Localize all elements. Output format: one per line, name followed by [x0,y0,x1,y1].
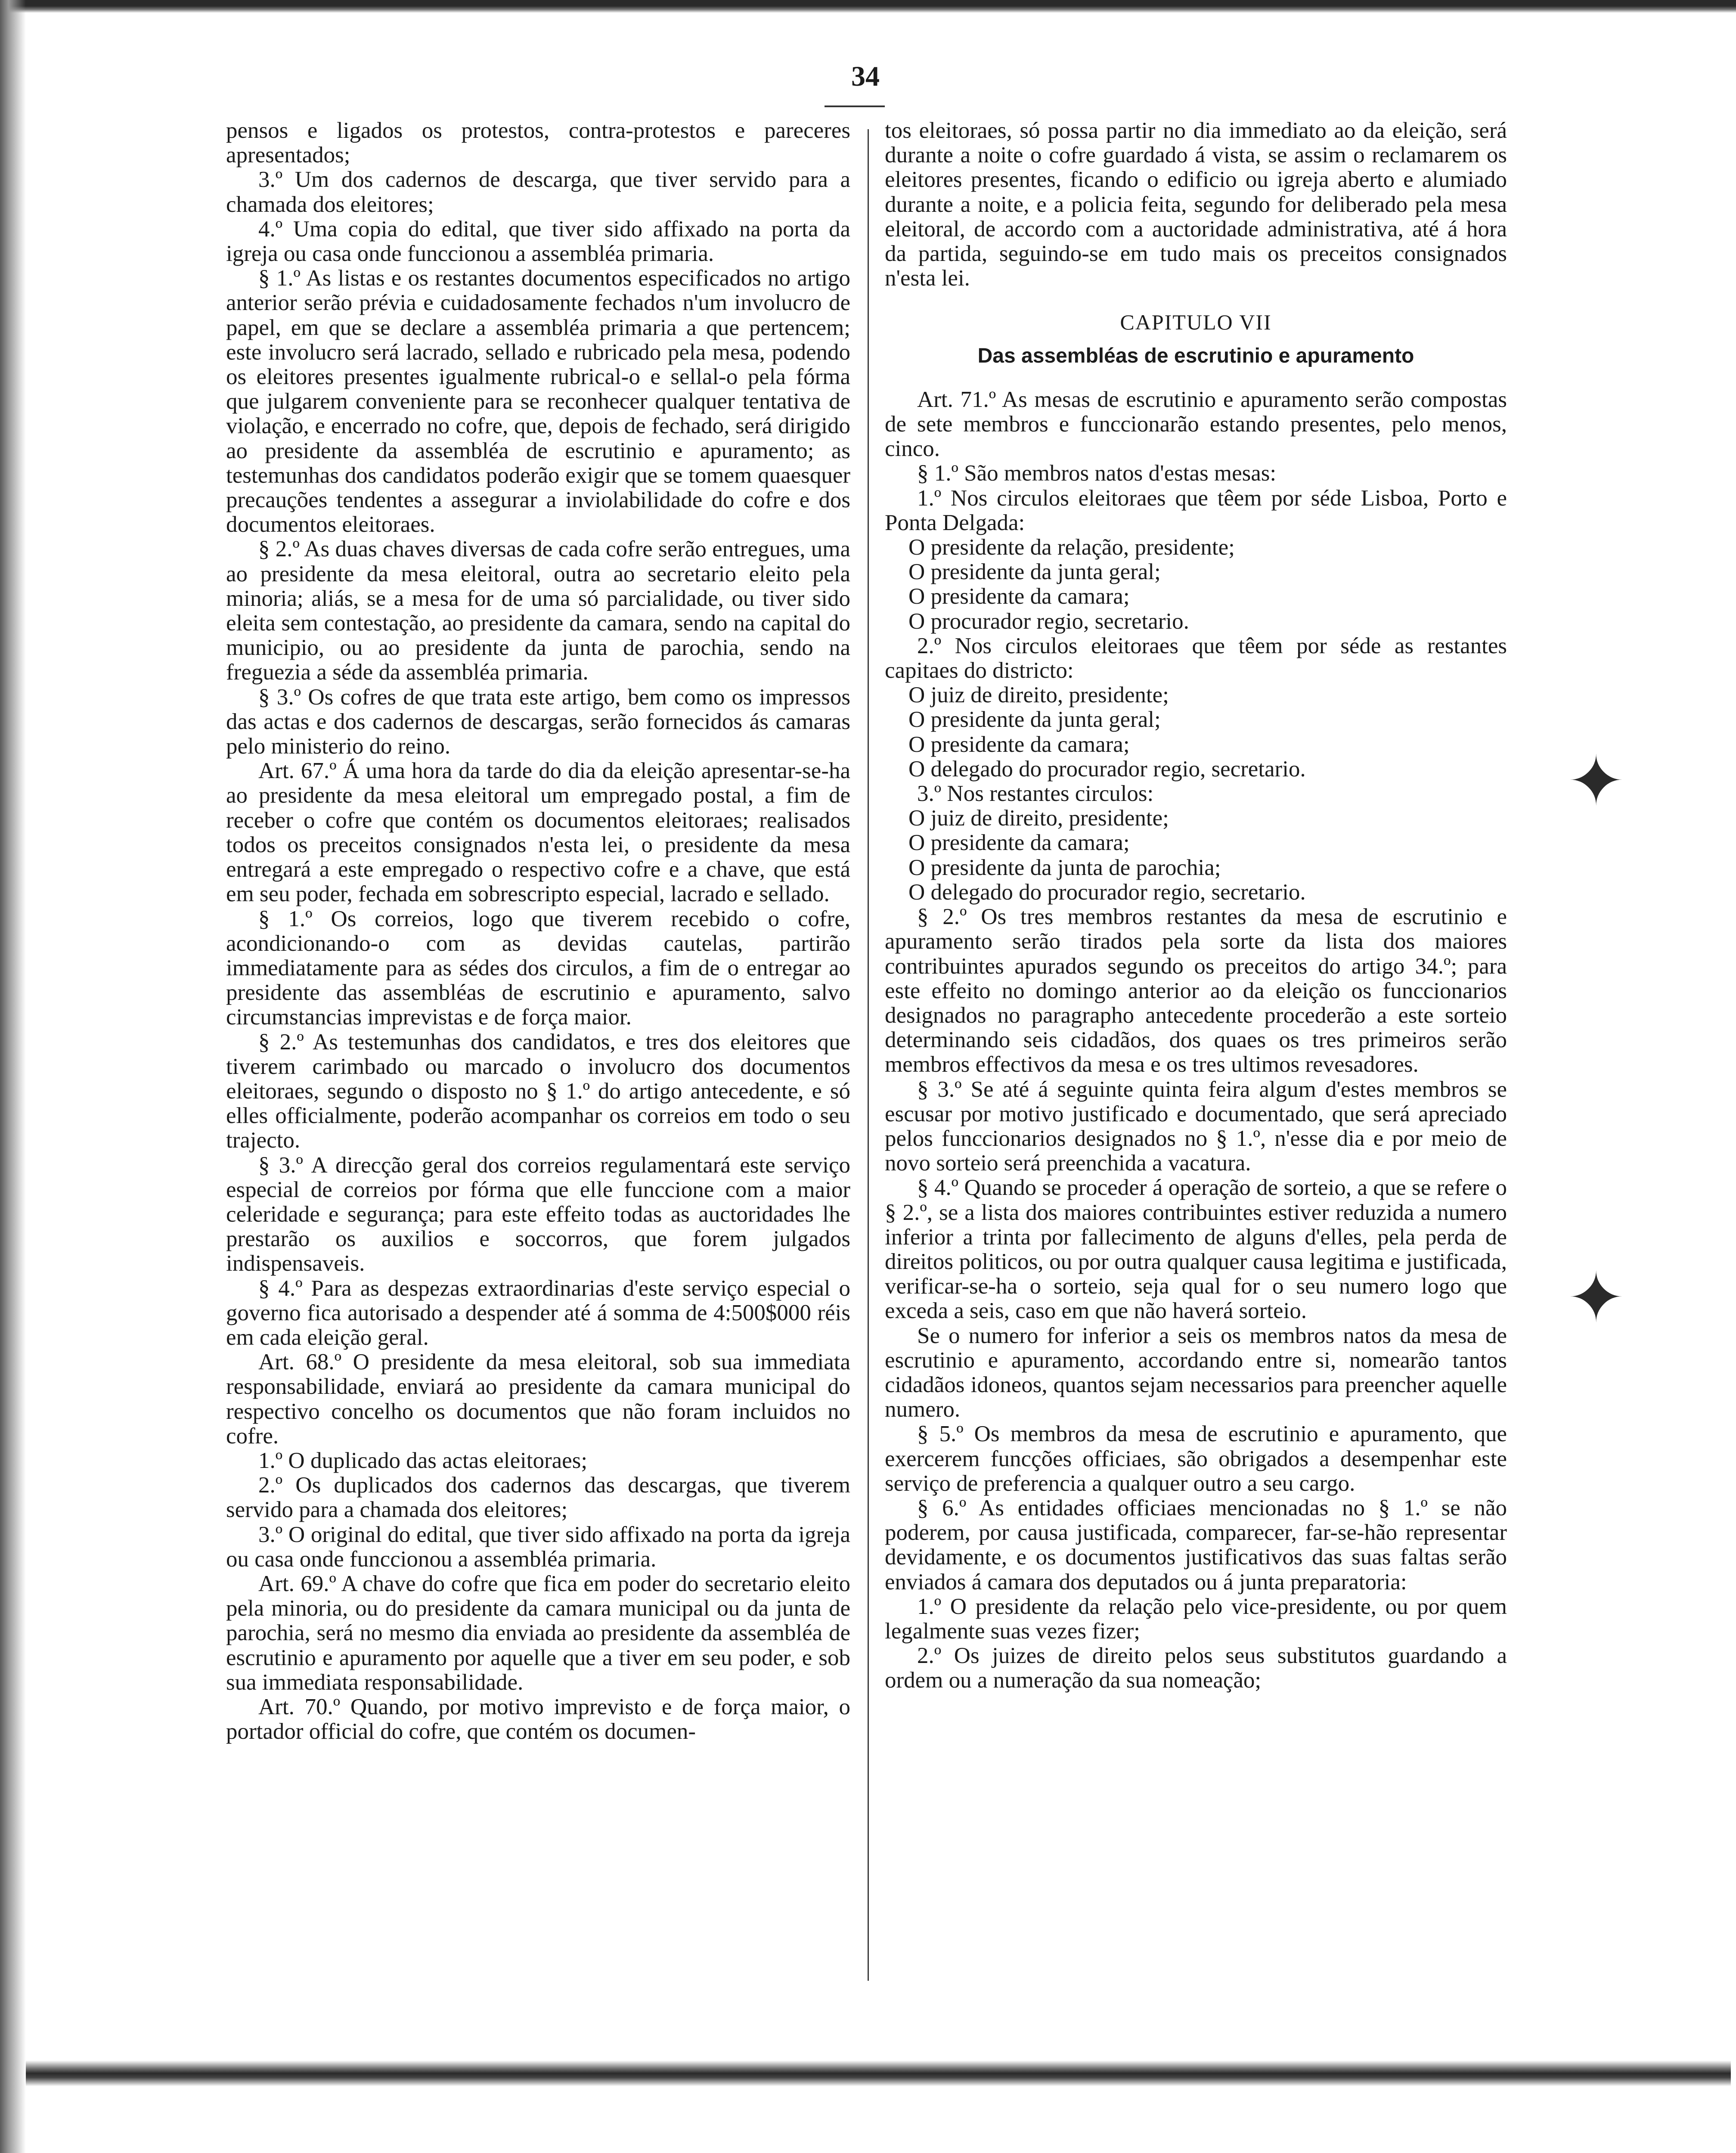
left-column [226,118,850,1744]
list-item: O presidente da camara; [908,732,1130,757]
paragraph: § 3.º Se até á seguinte quinta feira algum d'estes membros se escusar por motivo justificado e documentado, que será apreciado pelos funccionarios designados no § 1.º, n'esse dia e por meio de novo sorteio será preenchida a vacatura. [885,1076,1507,1176]
paragraph: § 3.º A direcção geral dos correios regulamentará este serviço especial de correios por fórma que elle funccione com a maior celeridade e segurança; para este effeito todas as auctoridades lhe prestarão os auxilios e soccorros, que forem julgados indispensaveis. [226,1152,850,1276]
paragraph: § 6.º As entidades officiaes mencionadas no § 1.º se não poderem, por causa justificada, comparecer, far-se-hão representar devidamente, e os documentos justificativos das suas faltas serão enviados á camara dos deputados ou á junta preparatoria: [885,1495,1507,1595]
paragraph: § 1.º São membros natos d'estas mesas: [917,461,1277,486]
list-item: O delegado do procurador regio, secretario. [908,756,1306,782]
paragraph: Se o numero for inferior a seis os membros natos da mesa de escrutinio e apuramento, accordando entre si, nomearão tantos cidadãos idoneos, quantos sejam necessarios para preencher aquelle numero. [885,1323,1507,1422]
article-70: Art. 70.º Quando, por motivo imprevisto e de força maior, o portador official do cofre, que contém os documen- [226,1694,850,1744]
list-item: 3.º Nos restantes circulos: [917,781,1154,807]
list-item: O procurador regio, secretario. [908,608,1189,634]
article-69: Art. 69.º A chave do cofre que fica em poder do secretario eleito pela minoria, ou do presidente da camara municipal ou da junta de parochia, será no mesmo dia enviada ao presidente da assembléa de escrutinio e apuramento por aquelle que a tiver em seu poder, e sob sua immediata responsabilidade. [226,1571,850,1695]
ink-blot-mark: ✦ [1567,741,1625,821]
paragraph: § 5.º Os membros da mesa de escrutinio e apuramento, que exercerem funcções officiaes, são obrigados a desempenhar este serviço de preferencia a qualquer outro a seu cargo. [885,1421,1507,1496]
paragraph: § 1.º As listas e os restantes documentos especificados no artigo anterior serão prévia e cuidadosamente fechados n'um involucro de papel, em que se declare a assembléa primaria a que pertencem; este involucro será lacrado, sellado e rubricado pela mesa, podendo os eleitores presentes igualmente rubrical-o e sellal-o pela fórma que julgarem conveniente para se reconhecer qualquer tentativa de violação, e encerrado no cofre, que, depois de fechado, será dirigido ao presidente da assembléa de escrutinio e apuramento; as testemunhas dos candidatos poderão exigir que se tomem quaesquer precauções tendentes a assegurar a inviolabilidade do cofre e dos documentos eleitoraes. [226,266,850,537]
page-number-rule [825,105,885,107]
column-divider [868,129,869,1981]
list-item: O juiz de direito, presidente; [908,683,1169,708]
page-bottom-border [26,2060,1731,2086]
right-column [885,118,1507,1693]
paragraph: § 1.º Os correios, logo que tiverem recebido o cofre, acondicionando-o com as devidas cautelas, partirão immediatamente para as sédes dos circulos, a fim de o entregar ao presidente das assembléas de escrutinio e apuramento, salvo circumstancias imprevistas e de força maior. [226,906,850,1030]
paragraph: § 2.º Os tres membros restantes da mesa de escrutinio e apuramento serão tirados pela sorte da lista dos maiores contribuintes apurados segundo os preceitos do artigo 34.º; para este effeito no domingo anterior ao da eleição os funccionarios designados no paragrapho antecedente procederão a este sorteio determinando seis cidadãos, dos quaes os tres primeiros serão membros effectivos da mesa e os tres ultimos revesadores. [885,904,1507,1077]
article-67: Art. 67.º Á uma hora da tarde do dia da eleição apresentar-se-ha ao presidente da mesa eleitoral um empregado postal, a fim de receber o cofre que contém os documentos eleitoraes; realisados todos os preceitos consignados n'esta lei, o presidente da mesa entregará a este empregado o respectivo cofre e a chave, que está em seu poder, fechada em sobrescripto especial, lacrado e sellado. [226,758,850,907]
paragraph: pensos e ligados os protestos, contra-protestos e pareceres apresentados; [226,118,850,168]
ink-blot-mark: ✦ [1567,1257,1625,1338]
list-item: 3.º O original do edital, que tiver sido affixado na porta da igreja ou casa onde funccionou a assembléa primaria. [226,1522,850,1572]
paragraph: § 2.º As testemunhas dos candidatos, e tres dos eleitores que tiverem carimbado ou marcado o involucro dos documentos eleitoraes, segundo o disposto no § 1.º do artigo antecedente, e só elles officialmente, poderão acompanhar os correios em todo o seu trajecto. [226,1029,850,1153]
list-item: O presidente da junta de parochia; [908,855,1221,880]
chapter-title: CAPITULO VII [1120,310,1272,335]
paragraph: 4.º Uma copia do edital, que tiver sido affixado na porta da igreja ou casa onde funccionou a assembléa primaria. [226,216,850,267]
chapter-subtitle: Das assembléas de escrutinio e apuramento [977,344,1414,367]
list-item: O presidente da camara; [908,830,1130,856]
list-item: O presidente da relação, presidente; [908,535,1235,560]
paragraph: 3.º Um dos cadernos de descarga, que tiver servido para a chamada dos eleitores; [226,167,850,217]
paragraph: § 3.º Os cofres de que trata este artigo, bem como os impressos das actas e dos cadernos de descargas, serão fornecidos ás camaras pelo ministerio do reino. [226,684,850,759]
list-item: 1.º O duplicado das actas eleitoraes; [258,1448,588,1473]
paragraph: § 2.º As duas chaves diversas de cada cofre serão entregues, uma ao presidente da mesa eleitoral, outra ao secretario eleito pela minoria; aliás, se a mesa for de uma só parcialidade, ou tiver sido eleita sem contestação, ao presidente da camara, sendo na capital do municipio, ou ao presidente da junta de parochia, sendo na freguezia a séde da assembléa primaria. [226,537,850,685]
list-item: O presidente da junta geral; [908,559,1161,585]
page-number: 34 [851,61,880,92]
list-item: O presidente da camara; [908,584,1130,609]
list-item: O presidente da junta geral; [908,707,1161,732]
list-item: O delegado do procurador regio, secretario. [908,879,1306,905]
list-item: 2.º Nos circulos eleitoraes que têem por séde as restantes capitaes do districto: [885,633,1507,683]
list-item: 2.º Os juizes de direito pelos seus substitutos guardando a ordem ou a numeração da sua nomeação; [885,1643,1507,1693]
paragraph: § 4.º Para as despezas extraordinarias d'este serviço especial o governo fica autorisado a despender até á somma de 4:500$000 réis em cada eleição geral. [226,1275,850,1350]
page-left-edge-shadow [0,0,26,2153]
paragraph: tos eleitoraes, só possa partir no dia immediato ao da eleição, será durante a noite o cofre guardado á vista, se assim o reclamarem os eleitores presentes, ficando o edificio ou igreja aberto e alumiado durante a noite, e a policia feita, segundo for deliberado pela mesa eleitoral, de accordo com a auctoridade administrativa, até á hora da partida, seguindo-se em tudo mais os preceitos consignados n'esta lei. [885,118,1507,291]
list-item: 2.º Os duplicados dos cadernos das descargas, que tiverem servido para a chamada dos eleitores; [226,1473,850,1523]
list-item: O juiz de direito, presidente; [908,806,1169,831]
list-item: 1.º Nos circulos eleitoraes que têem por séde Lisboa, Porto e Ponta Delgada: [885,485,1507,535]
paragraph: § 4.º Quando se proceder á operação de sorteio, a que se refere o § 2.º, se a lista dos maiores contribuintes estiver reduzida a numero inferior a trinta por fallecimento de alguns d'elles, pela perda de direitos politicos, ou por outra qualquer causa legitima e justificada, verificar-se-ha o sorteio, seja qual for o seu numero logo que exceda a seis, caso em que não haverá sorteio. [885,1175,1507,1324]
article-71: Art. 71.º As mesas de escrutinio e apuramento serão compostas de sete membros e funccionarão estando presentes, pelo menos, cinco. [885,387,1507,462]
list-item: 1.º O presidente da relação pelo vice-presidente, ou por quem legalmente suas vezes fizer; [885,1594,1507,1644]
page-top-border [0,0,1736,13]
article-68: Art. 68.º O presidente da mesa eleitoral, sob sua immediata responsabilidade, enviará ao presidente da camara municipal do respectivo concelho os documentos que não foram incluidos no cofre. [226,1350,850,1449]
